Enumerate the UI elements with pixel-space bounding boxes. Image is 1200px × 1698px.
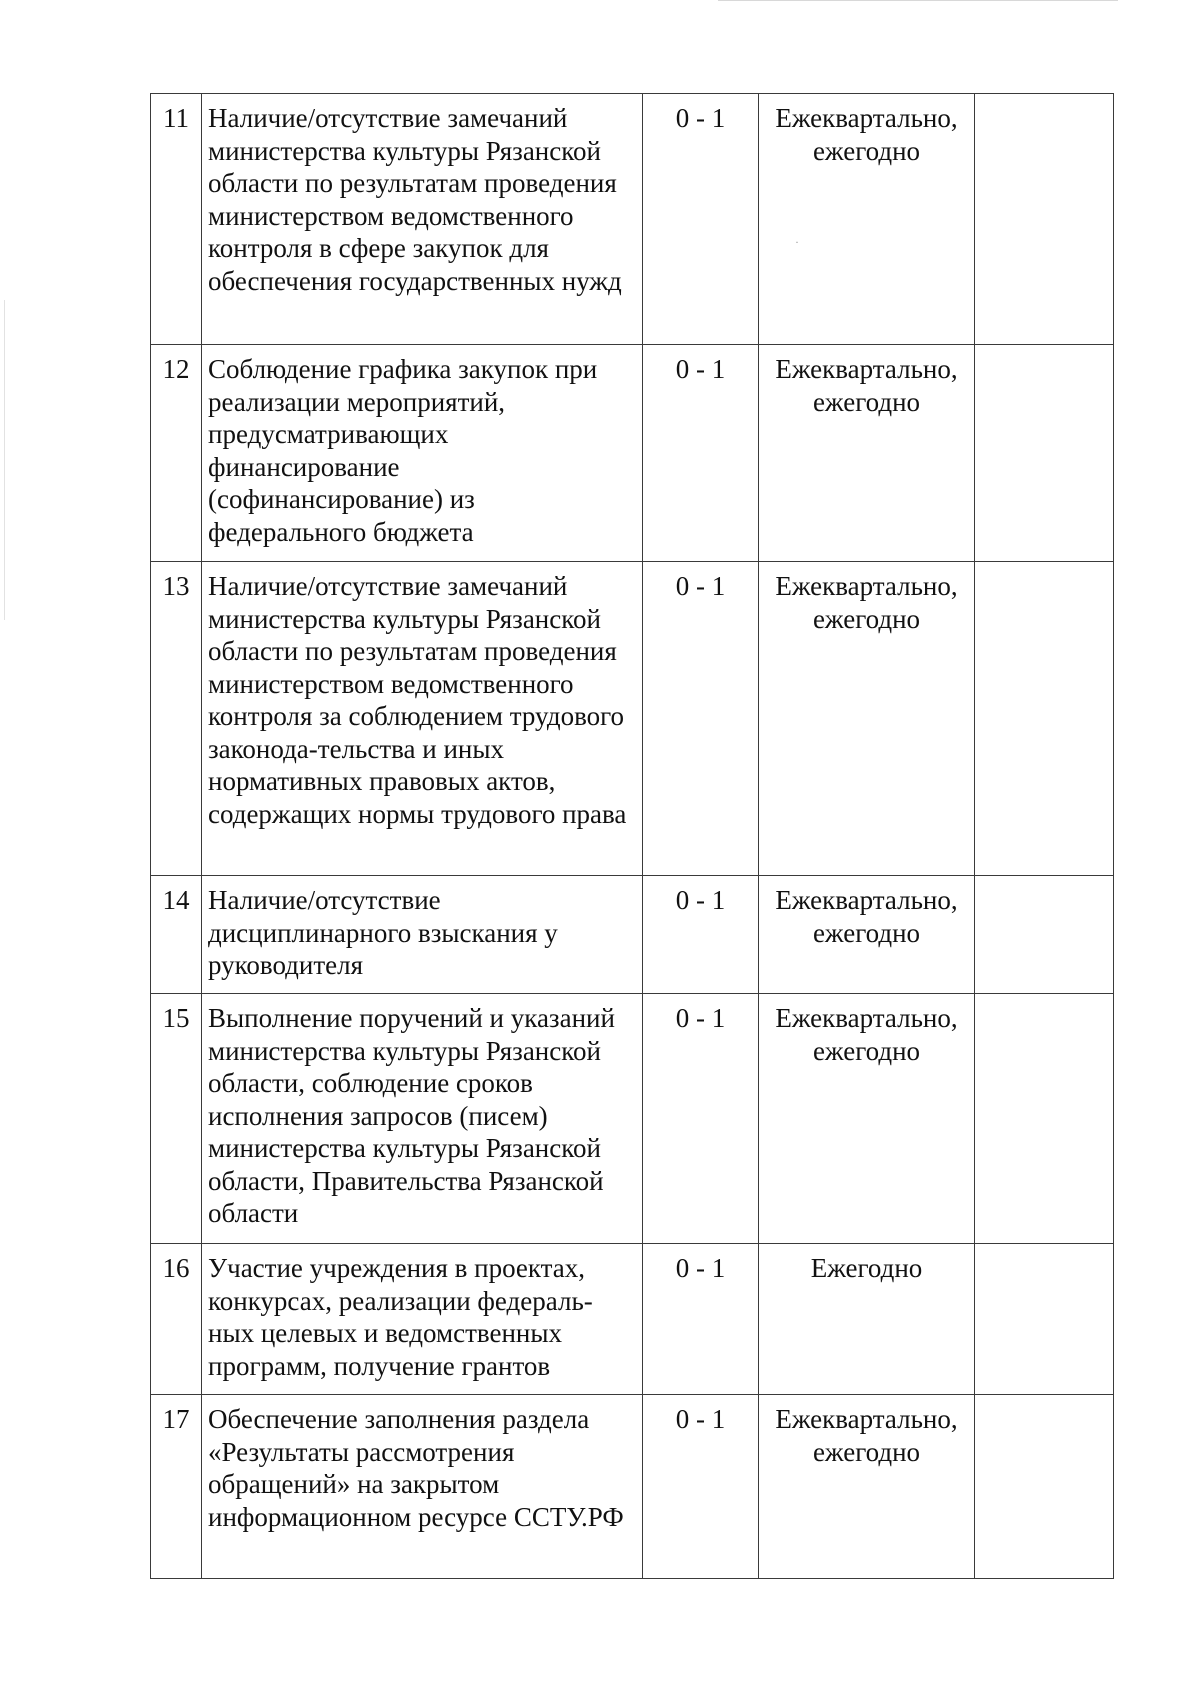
scan-speck: · bbox=[795, 235, 799, 249]
scan-edge-top bbox=[718, 0, 1118, 1]
row-number: 15 bbox=[151, 994, 202, 1244]
periodicity: Ежеквартально, ежегодно bbox=[759, 94, 975, 345]
empty-cell bbox=[975, 94, 1114, 345]
scan-edge-left bbox=[4, 300, 5, 620]
score-range: 0 - 1 bbox=[643, 1395, 759, 1579]
row-number: 11 bbox=[151, 94, 202, 345]
table-row bbox=[151, 562, 1114, 876]
periodicity: Ежегодно bbox=[759, 1244, 975, 1395]
table-row bbox=[151, 876, 1114, 994]
criterion-text: Наличие/отсутствие дисциплинарного взыскания у руководителя bbox=[202, 876, 643, 994]
criterion-text: Наличие/отсутствие замечаний министерства культуры Рязанской области по результатам проведения министерством ведомственного контроля в сфере закупок для обеспечения государственных нужд bbox=[202, 94, 643, 345]
table-row bbox=[151, 994, 1114, 1244]
empty-cell bbox=[975, 345, 1114, 562]
empty-cell bbox=[975, 1395, 1114, 1579]
score-range: 0 - 1 bbox=[643, 994, 759, 1244]
score-range: 0 - 1 bbox=[643, 876, 759, 994]
periodicity: Ежеквартально, ежегодно bbox=[759, 994, 975, 1244]
row-number: 16 bbox=[151, 1244, 202, 1395]
empty-cell bbox=[975, 1244, 1114, 1395]
empty-cell bbox=[975, 876, 1114, 994]
criterion-text: Наличие/отсутствие замечаний министерства культуры Рязанской области по результатам проведения министерством ведомственного контроля за соблюдением трудового законода-тельства и иных нормативных правовых актов, содержащих нормы трудового права bbox=[202, 562, 643, 876]
criteria-table bbox=[150, 93, 1114, 1579]
table-row bbox=[151, 1244, 1114, 1395]
criterion-text: Соблюдение графика закупок при реализации мероприятий, предусматривающих финансирование (софинансирование) из федерального бюджета bbox=[202, 345, 643, 562]
periodicity: Ежеквартально, ежегодно bbox=[759, 876, 975, 994]
periodicity: Ежеквартально, ежегодно bbox=[759, 1395, 975, 1579]
criterion-text: Выполнение поручений и указаний министерства культуры Рязанской области, соблюдение сроков исполнения запросов (писем) министерства культуры Рязанской области, Правительства Рязанской области bbox=[202, 994, 643, 1244]
row-number: 14 bbox=[151, 876, 202, 994]
periodicity: Ежеквартально, ежегодно bbox=[759, 345, 975, 562]
empty-cell bbox=[975, 994, 1114, 1244]
table-row bbox=[151, 345, 1114, 562]
score-range: 0 - 1 bbox=[643, 1244, 759, 1395]
score-range: 0 - 1 bbox=[643, 562, 759, 876]
table-row bbox=[151, 1395, 1114, 1579]
row-number: 12 bbox=[151, 345, 202, 562]
score-range: 0 - 1 bbox=[643, 94, 759, 345]
score-range: 0 - 1 bbox=[643, 345, 759, 562]
criterion-text: Обеспечение заполнения раздела «Результаты рассмотрения обращений» на закрытом информационном ресурсе ССТУ.РФ bbox=[202, 1395, 643, 1579]
row-number: 17 bbox=[151, 1395, 202, 1579]
table-row bbox=[151, 94, 1114, 345]
periodicity: Ежеквартально, ежегодно bbox=[759, 562, 975, 876]
empty-cell bbox=[975, 562, 1114, 876]
criterion-text: Участие учреждения в проектах, конкурсах, реализации федераль-ных целевых и ведомственных программ, получение грантов bbox=[202, 1244, 643, 1395]
row-number: 13 bbox=[151, 562, 202, 876]
